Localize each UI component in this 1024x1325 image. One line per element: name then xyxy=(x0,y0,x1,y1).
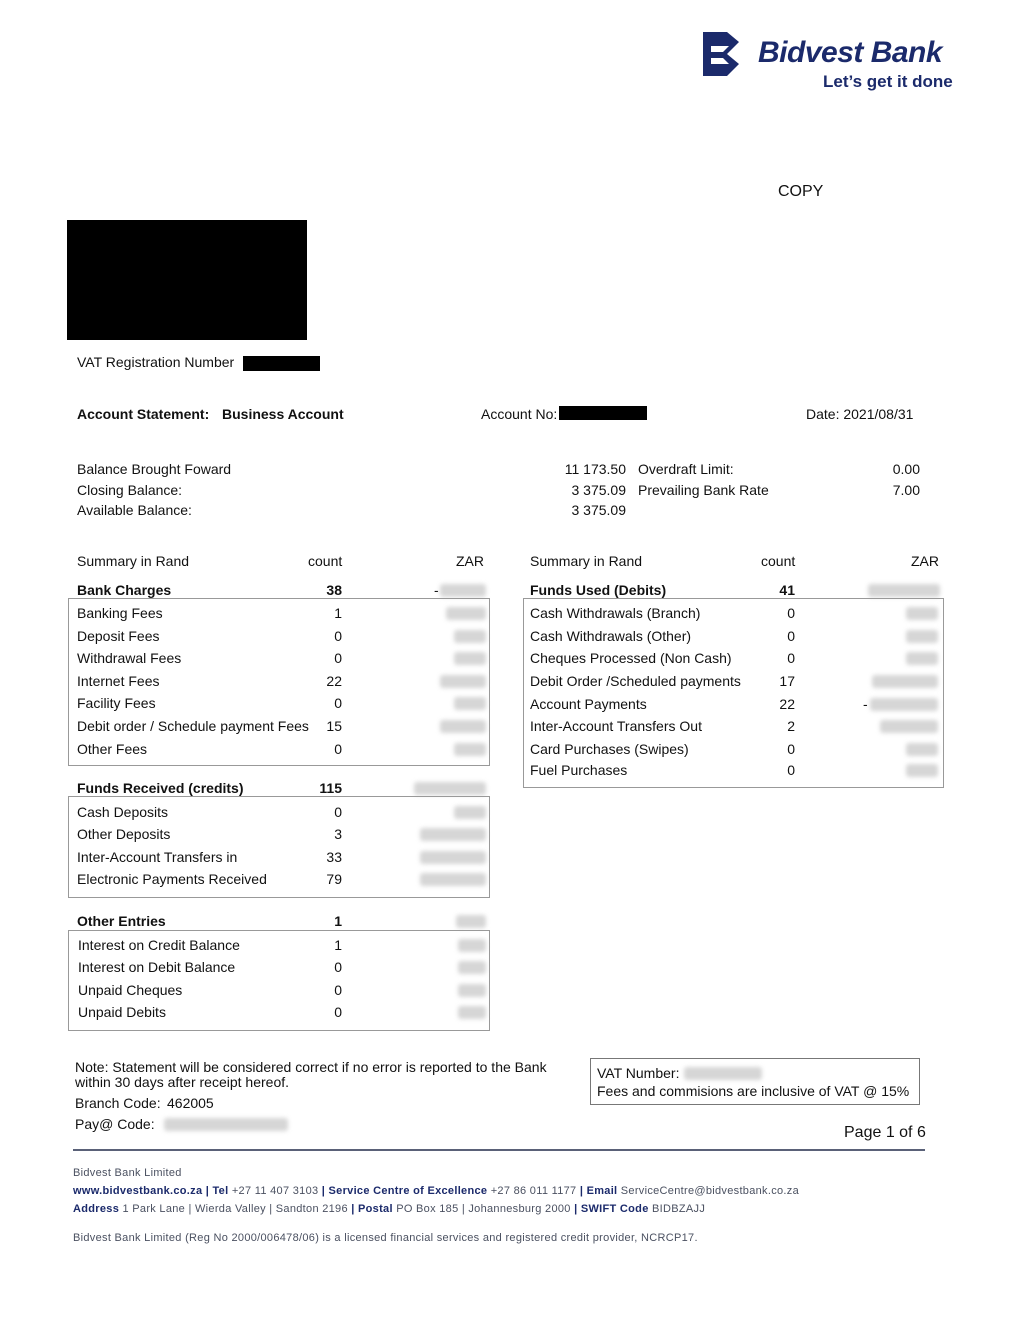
overdraft-limit-label: Overdraft Limit: xyxy=(638,461,734,477)
redacted-vat-number xyxy=(243,356,320,371)
account-no-label: Account No: xyxy=(481,406,558,422)
negative-sign: - xyxy=(863,696,868,712)
list-item-count: 0 xyxy=(334,804,342,820)
redacted-amount xyxy=(880,720,938,733)
list-item-label: Debit order / Schedule payment Fees xyxy=(77,718,309,734)
list-item-count: 0 xyxy=(334,741,342,757)
list-item-count: 22 xyxy=(779,696,795,712)
redacted-amount xyxy=(420,828,486,841)
balance-brought-forward-label: Balance Brought Foward xyxy=(77,461,232,477)
list-item-label: Banking Fees xyxy=(77,605,163,621)
footer-sce: +27 86 011 1177 xyxy=(490,1185,577,1197)
redacted-amount xyxy=(454,630,486,643)
list-item-label: Cash Withdrawals (Branch) xyxy=(530,605,701,621)
redacted-amount xyxy=(440,720,486,733)
redacted-amount xyxy=(458,939,486,952)
right-zar-header: ZAR xyxy=(911,553,939,569)
left-summary-title: Summary in Rand xyxy=(77,553,190,569)
list-item-count: 0 xyxy=(334,695,342,711)
brand-tagline: Let’s get it done xyxy=(823,72,953,91)
footer-website-link[interactable]: www.bidvestbank.co.za xyxy=(73,1185,203,1197)
list-item-count: 0 xyxy=(334,628,342,644)
redacted-amount xyxy=(446,607,486,620)
footer-legal: Bidvest Bank Limited (Reg No 2000/006478/06) is a licensed financial services and registered credit provider, NCRCP17. xyxy=(73,1232,698,1244)
group-title-funds-received: Funds Received (credits) xyxy=(77,780,244,796)
footer-postal: PO Box 185 | Johannesburg 2000 xyxy=(396,1203,571,1215)
footer-address-line: Address 1 Park Lane | Wierda Valley | Sandton 2196 | Postal PO Box 185 | Johannesburg 2000 | SWIFT Code BIDBZAJJ xyxy=(73,1203,706,1215)
redacted-amount xyxy=(440,675,486,688)
list-item-label: Fuel Purchases xyxy=(530,762,628,778)
group-count: 1 xyxy=(334,913,342,929)
list-item-count: 0 xyxy=(787,628,795,644)
redacted-amount xyxy=(458,984,486,997)
copy-label: COPY xyxy=(778,183,824,200)
list-item-label: Unpaid Debits xyxy=(78,1004,166,1020)
funds-used-box xyxy=(523,598,944,788)
list-item-count: 15 xyxy=(326,718,342,734)
account-type: Business Account xyxy=(222,406,344,422)
available-balance-label: Available Balance: xyxy=(77,502,192,518)
negative-sign: - xyxy=(434,582,439,598)
list-item-count: 17 xyxy=(779,673,795,689)
vat-inclusive-note: Fees and commisions are inclusive of VAT @ 15% xyxy=(597,1083,910,1099)
redacted-amount xyxy=(906,743,938,756)
left-count-header: count xyxy=(308,553,343,569)
vat-registration-label: VAT Registration Number xyxy=(77,354,235,370)
redacted-amount xyxy=(420,873,486,886)
list-item-count: 0 xyxy=(334,650,342,666)
redacted-amount xyxy=(414,782,486,795)
right-summary-title: Summary in Rand xyxy=(530,553,643,569)
branch-code-value: 462005 xyxy=(167,1095,214,1111)
footer-company: Bidvest Bank Limited xyxy=(73,1167,182,1179)
footer-address: 1 Park Lane | Wierda Valley | Sandton 2196 xyxy=(122,1203,348,1215)
list-item-label: Other Deposits xyxy=(77,826,171,842)
footer-postal-label: Postal xyxy=(358,1203,393,1215)
footer-tel: +27 11 407 3103 xyxy=(231,1185,319,1197)
list-item-count: 0 xyxy=(787,650,795,666)
redacted-amount xyxy=(458,1006,486,1019)
list-item-label: Inter-Account Transfers in xyxy=(77,849,238,865)
statement-label: Account Statement: xyxy=(77,406,210,422)
closing-balance-value: 3 375.09 xyxy=(571,482,626,498)
list-item-label: Withdrawal Fees xyxy=(77,650,182,666)
list-item-count: 0 xyxy=(334,1004,342,1020)
overdraft-limit-value: 0.00 xyxy=(892,461,920,477)
prime-rate-value: 7.00 xyxy=(892,482,920,498)
list-item-count: 3 xyxy=(334,826,342,842)
redacted-amount xyxy=(906,764,938,777)
redacted-vat-number xyxy=(684,1067,762,1080)
list-item-count: 1 xyxy=(334,605,342,621)
redacted-amount xyxy=(454,806,486,819)
list-item-label: Debit Order /Scheduled payments xyxy=(530,673,741,689)
footer-sce-label: Service Centre of Excellence xyxy=(328,1185,488,1197)
statement-date: Date: 2021/08/31 xyxy=(806,406,914,422)
group-title-funds-used: Funds Used (Debits) xyxy=(530,582,667,598)
list-item-label: Interest on Credit Balance xyxy=(78,937,240,953)
footer-email-link[interactable]: ServiceCentre@bidvestbank.co.za xyxy=(620,1185,799,1197)
redacted-amount xyxy=(906,630,938,643)
right-count-header: count xyxy=(761,553,796,569)
list-item-count: 2 xyxy=(787,718,795,734)
list-item-count: 33 xyxy=(326,849,342,865)
list-item-label: Cash Withdrawals (Other) xyxy=(530,628,692,644)
bidvest-logo-icon xyxy=(703,32,747,76)
redacted-amount xyxy=(454,652,486,665)
group-title-other-entries: Other Entries xyxy=(77,913,166,929)
footer-address-label: Address xyxy=(73,1203,120,1215)
list-item-count: 0 xyxy=(787,762,795,778)
redacted-amount xyxy=(456,915,486,928)
footer-swift: BIDBZAJJ xyxy=(651,1203,706,1215)
list-item-count: 1 xyxy=(334,937,342,953)
redacted-amount xyxy=(440,584,486,597)
balance-brought-forward-value: 11 173.50 xyxy=(564,461,626,477)
redacted-payat-code xyxy=(164,1118,288,1131)
vat-number-label: VAT Number: xyxy=(597,1065,680,1081)
redacted-amount xyxy=(454,743,486,756)
group-count: 38 xyxy=(326,582,342,598)
redacted-amount xyxy=(906,607,938,620)
payat-code-label: Pay@ Code: xyxy=(75,1116,155,1132)
list-item-label: Facility Fees xyxy=(77,695,156,711)
list-item-label: Other Fees xyxy=(77,741,148,757)
list-item-label: Inter-Account Transfers Out xyxy=(530,718,702,734)
list-item-count: 79 xyxy=(326,871,342,887)
page-indicator: Page 1 of 6 xyxy=(844,1124,926,1141)
list-item-label: Interest on Debit Balance xyxy=(78,959,236,975)
footer-divider xyxy=(73,1149,925,1151)
redacted-address-block xyxy=(67,220,307,340)
note-line-1: Note: Statement will be considered correct if no error is reported to the Bank xyxy=(75,1059,547,1075)
prime-rate-label: Prevailing Bank Rate xyxy=(638,482,769,498)
list-item-count: 22 xyxy=(326,673,342,689)
list-item-label: Cash Deposits xyxy=(77,804,169,820)
footer-email-label: Email xyxy=(586,1185,618,1197)
brand-name: Bidvest Bank xyxy=(758,36,943,69)
list-item-count: 0 xyxy=(787,605,795,621)
left-zar-header: ZAR xyxy=(456,553,484,569)
closing-balance-label: Closing Balance: xyxy=(77,482,183,498)
group-count: 41 xyxy=(779,582,795,598)
list-item-label: Unpaid Cheques xyxy=(78,982,183,998)
redacted-amount xyxy=(870,698,938,711)
footer-tel-label: Tel xyxy=(212,1185,229,1197)
branch-code-label: Branch Code: xyxy=(75,1095,161,1111)
list-item-count: 0 xyxy=(787,741,795,757)
footer-swift-label: SWIFT Code xyxy=(580,1203,649,1215)
list-item-label: Account Payments xyxy=(530,696,647,712)
group-count: 115 xyxy=(319,780,342,796)
list-item-label: Internet Fees xyxy=(77,673,160,689)
list-item-count: 0 xyxy=(334,959,342,975)
redacted-account-number xyxy=(559,406,647,420)
list-item-label: Electronic Payments Received xyxy=(77,871,267,887)
footer-contact-line: www.bidvestbank.co.za | Tel +27 11 407 3103 | Service Centre of Excellence +27 86 011 1177 | Email ServiceCentre@bidvestbank.co.za xyxy=(73,1185,799,1197)
list-item-label: Deposit Fees xyxy=(77,628,160,644)
list-item-label: Cheques Processed (Non Cash) xyxy=(530,650,732,666)
group-title-bank-charges: Bank Charges xyxy=(77,582,172,598)
redacted-amount xyxy=(458,961,486,974)
list-item-count: 0 xyxy=(334,982,342,998)
redacted-amount xyxy=(454,697,486,710)
list-item-label: Card Purchases (Swipes) xyxy=(530,741,689,757)
note-line-2: within 30 days after receipt hereof. xyxy=(75,1074,290,1090)
redacted-amount xyxy=(868,584,940,597)
redacted-amount xyxy=(872,675,938,688)
redacted-amount xyxy=(420,851,486,864)
redacted-amount xyxy=(906,652,938,665)
available-balance-value: 3 375.09 xyxy=(571,502,626,518)
